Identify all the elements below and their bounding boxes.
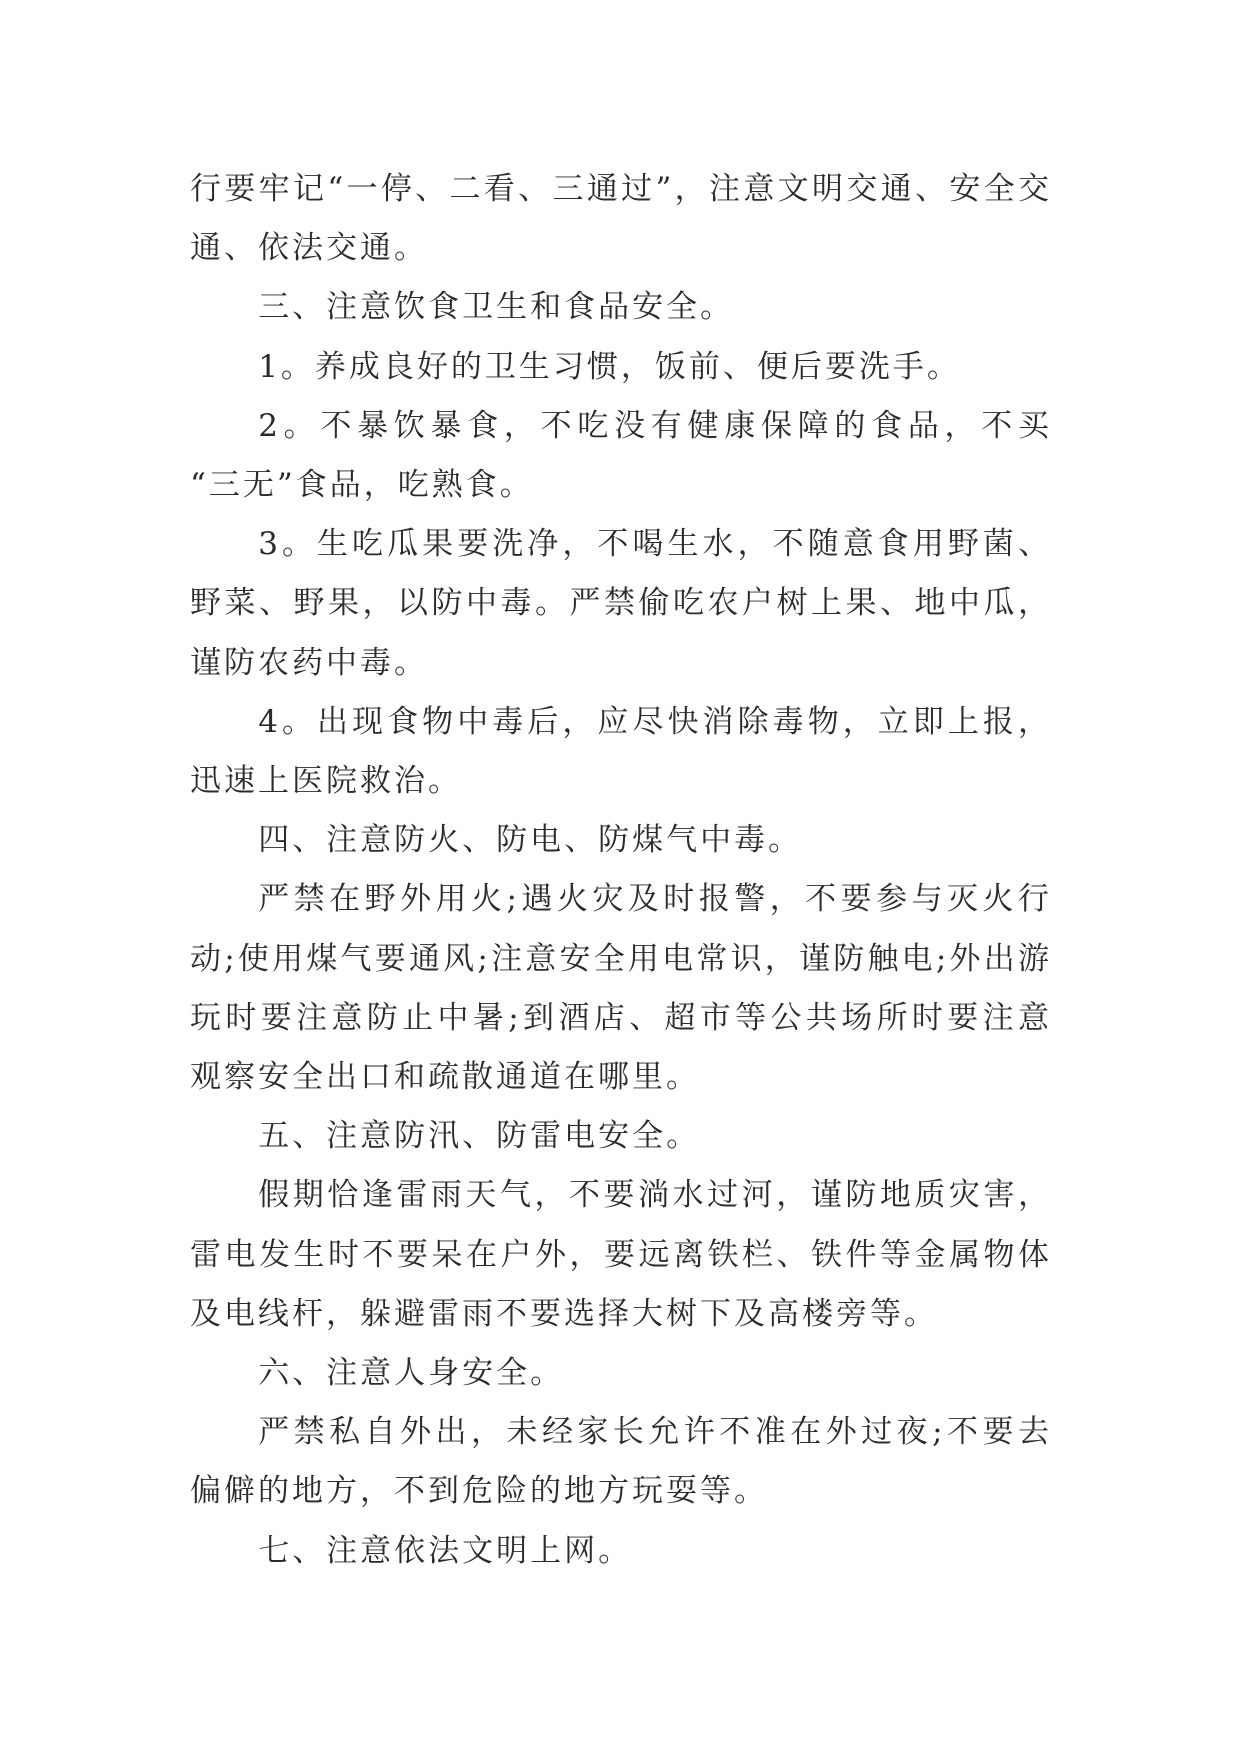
heading-section-seven: 七、注意依法文明上网。 xyxy=(258,1532,633,1569)
paragraph-item-2: 2。不暴饮暴食，不吃没有健康保障的食品，不买 “三无”食品，吃熟食。 xyxy=(190,407,1052,504)
paragraph-item-4: 4。出现食物中毒后，应尽快消除毒物，立即上报，迅速上医院救治。 xyxy=(190,703,1052,800)
paragraph-traffic-continued: 行要牢记“一停、二看、三通过”，注意文明交通、安全交通、依法交通。 xyxy=(190,171,1052,267)
paragraph-personal-safety: 严禁私自外出，未经家长允许不准在外过夜;不要去偏僻的地方，不到危险的地方玩耍等。 xyxy=(190,1414,1052,1510)
document-body xyxy=(190,160,1052,1581)
paragraph-fire-electric: 严禁在野外用火;遇火灾及时报警，不要参与灭火行动;使用煤气要通风;注意安全用电常识，谨防触电;外出游玩时要注意防止中暑;到酒店、超市等公共场所时要注意观察安全出口和疏散通道在哪里。 xyxy=(190,881,1052,1096)
heading-section-four: 四、注意防火、防电、防煤气中毒。 xyxy=(258,822,803,859)
paragraph-flood-lightning: 假期恰逢雷雨天气，不要淌水过河，谨防地质灾害，雷电发生时不要呆在户外，要远离铁栏、铁件等金属物体及电线杆，躲避雷雨不要选择大树下及高楼旁等。 xyxy=(190,1177,1052,1332)
heading-section-three: 三、注意饮食卫生和食品安全。 xyxy=(258,289,735,326)
heading-section-six: 六、注意人身安全。 xyxy=(258,1355,565,1392)
paragraph-item-1: 1。养成良好的卫生习惯，饭前、便后要洗手。 xyxy=(258,348,961,385)
paragraph-item-3: 3。生吃瓜果要洗净，不喝生水，不随意食用野菌、野菜、野果，以防中毒。严禁偷吃农户树上果、地中瓜，谨防农药中毒。 xyxy=(190,526,1052,681)
heading-section-five: 五、注意防汛、防雷电安全。 xyxy=(258,1118,701,1155)
